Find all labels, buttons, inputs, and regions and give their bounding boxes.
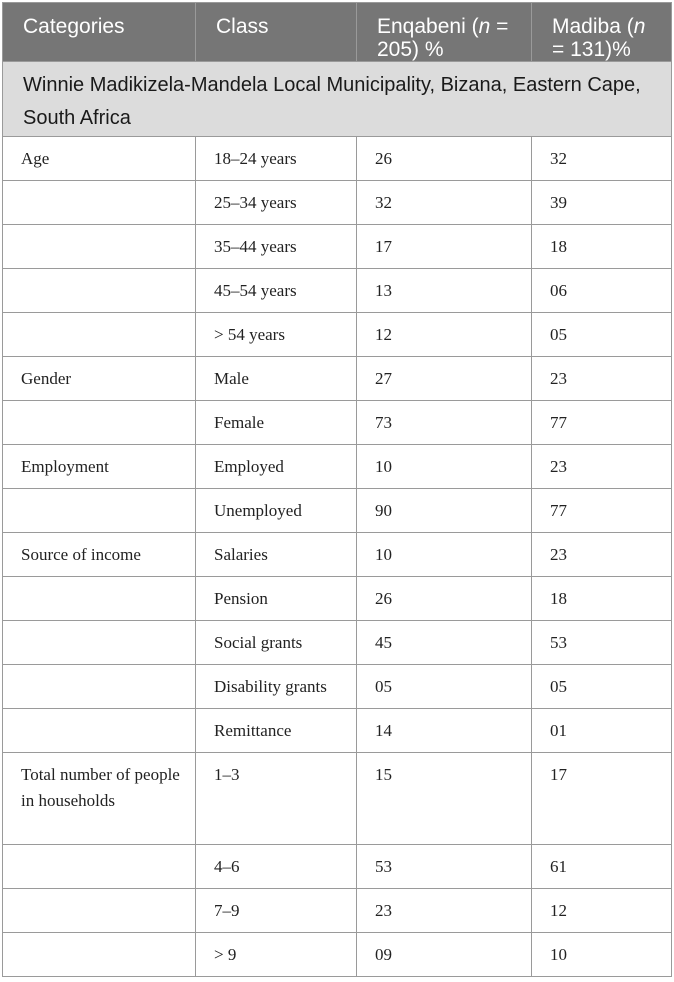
cell-category bbox=[3, 621, 196, 665]
cell-category bbox=[3, 845, 196, 889]
cell-category bbox=[3, 269, 196, 313]
cell-category bbox=[3, 933, 196, 977]
cell-enqabeni: 13 bbox=[357, 269, 532, 313]
table-row bbox=[3, 357, 672, 401]
section-row bbox=[3, 62, 672, 137]
table-row bbox=[3, 313, 672, 357]
cell-class: > 9 bbox=[196, 933, 357, 977]
cell-madiba: 61 bbox=[532, 845, 672, 889]
cell-class: Salaries bbox=[196, 533, 357, 577]
cell-category bbox=[3, 489, 196, 533]
cell-enqabeni: 26 bbox=[357, 137, 532, 181]
table-row bbox=[3, 577, 672, 621]
header-row bbox=[3, 3, 672, 62]
cell-enqabeni: 90 bbox=[357, 489, 532, 533]
cell-class: Employed bbox=[196, 445, 357, 489]
cell-category bbox=[3, 665, 196, 709]
table-row bbox=[3, 753, 672, 845]
cell-class: > 54 years bbox=[196, 313, 357, 357]
section-label: Winnie Madikizela-Mandela Local Municipality, Bizana, Eastern Cape, South Africa bbox=[3, 62, 672, 137]
header-madiba bbox=[532, 3, 672, 62]
cell-madiba: 18 bbox=[532, 225, 672, 269]
cell-enqabeni: 12 bbox=[357, 313, 532, 357]
cell-category: Gender bbox=[3, 357, 196, 401]
header-enqabeni-suffix: = 205) % bbox=[377, 15, 509, 61]
cell-class: Social grants bbox=[196, 621, 357, 665]
table-row bbox=[3, 225, 672, 269]
cell-class: Unemployed bbox=[196, 489, 357, 533]
cell-madiba: 39 bbox=[532, 181, 672, 225]
cell-madiba: 01 bbox=[532, 709, 672, 753]
table-row bbox=[3, 137, 672, 181]
cell-enqabeni: 26 bbox=[357, 577, 532, 621]
cell-class: 45–54 years bbox=[196, 269, 357, 313]
cell-class: 4–6 bbox=[196, 845, 357, 889]
cell-enqabeni: 09 bbox=[357, 933, 532, 977]
cell-class: 25–34 years bbox=[196, 181, 357, 225]
cell-enqabeni: 15 bbox=[357, 753, 532, 845]
cell-madiba: 32 bbox=[532, 137, 672, 181]
cell-enqabeni: 10 bbox=[357, 445, 532, 489]
cell-madiba: 23 bbox=[532, 445, 672, 489]
cell-enqabeni: 32 bbox=[357, 181, 532, 225]
cell-category: Total number of people in households bbox=[3, 753, 196, 845]
header-enqabeni bbox=[357, 3, 532, 62]
cell-category bbox=[3, 577, 196, 621]
cell-madiba: 10 bbox=[532, 933, 672, 977]
cell-madiba: 77 bbox=[532, 401, 672, 445]
cell-class: 35–44 years bbox=[196, 225, 357, 269]
cell-enqabeni: 73 bbox=[357, 401, 532, 445]
table-row bbox=[3, 889, 672, 933]
cell-category: Employment bbox=[3, 445, 196, 489]
demographics-table bbox=[2, 2, 672, 977]
header-class: Class bbox=[196, 3, 357, 62]
cell-class: 18–24 years bbox=[196, 137, 357, 181]
cell-enqabeni: 27 bbox=[357, 357, 532, 401]
cell-enqabeni: 53 bbox=[357, 845, 532, 889]
header-enqabeni-prefix: Enqabeni ( bbox=[377, 15, 479, 38]
cell-madiba: 18 bbox=[532, 577, 672, 621]
cell-madiba: 05 bbox=[532, 313, 672, 357]
cell-enqabeni: 10 bbox=[357, 533, 532, 577]
table-row bbox=[3, 181, 672, 225]
table-row bbox=[3, 709, 672, 753]
cell-category: Age bbox=[3, 137, 196, 181]
cell-enqabeni: 45 bbox=[357, 621, 532, 665]
table-row bbox=[3, 845, 672, 889]
table-row bbox=[3, 401, 672, 445]
cell-madiba: 06 bbox=[532, 269, 672, 313]
table-row bbox=[3, 665, 672, 709]
cell-class: 1–3 bbox=[196, 753, 357, 845]
header-madiba-n: n bbox=[633, 15, 646, 38]
cell-madiba: 23 bbox=[532, 533, 672, 577]
cell-category bbox=[3, 889, 196, 933]
cell-category bbox=[3, 401, 196, 445]
table-row bbox=[3, 489, 672, 533]
cell-enqabeni: 05 bbox=[357, 665, 532, 709]
cell-madiba: 17 bbox=[532, 753, 672, 845]
table-row bbox=[3, 445, 672, 489]
cell-category bbox=[3, 313, 196, 357]
cell-category bbox=[3, 709, 196, 753]
table-row bbox=[3, 269, 672, 313]
cell-category bbox=[3, 181, 196, 225]
cell-madiba: 05 bbox=[532, 665, 672, 709]
cell-class: Pension bbox=[196, 577, 357, 621]
cell-class: Male bbox=[196, 357, 357, 401]
cell-madiba: 23 bbox=[532, 357, 672, 401]
cell-category: Source of income bbox=[3, 533, 196, 577]
cell-madiba: 53 bbox=[532, 621, 672, 665]
cell-madiba: 12 bbox=[532, 889, 672, 933]
cell-class: Disability grants bbox=[196, 665, 357, 709]
cell-enqabeni: 17 bbox=[357, 225, 532, 269]
table-row bbox=[3, 621, 672, 665]
header-categories: Categories bbox=[3, 3, 196, 62]
cell-class: Female bbox=[196, 401, 357, 445]
table-row bbox=[3, 533, 672, 577]
cell-madiba: 77 bbox=[532, 489, 672, 533]
cell-category bbox=[3, 225, 196, 269]
cell-enqabeni: 23 bbox=[357, 889, 532, 933]
header-madiba-prefix: Madiba ( bbox=[552, 15, 634, 38]
header-enqabeni-n: n bbox=[478, 15, 491, 38]
cell-class: Remittance bbox=[196, 709, 357, 753]
table-row bbox=[3, 933, 672, 977]
header-madiba-suffix: = 131)% bbox=[552, 38, 631, 61]
cell-class: 7–9 bbox=[196, 889, 357, 933]
cell-enqabeni: 14 bbox=[357, 709, 532, 753]
